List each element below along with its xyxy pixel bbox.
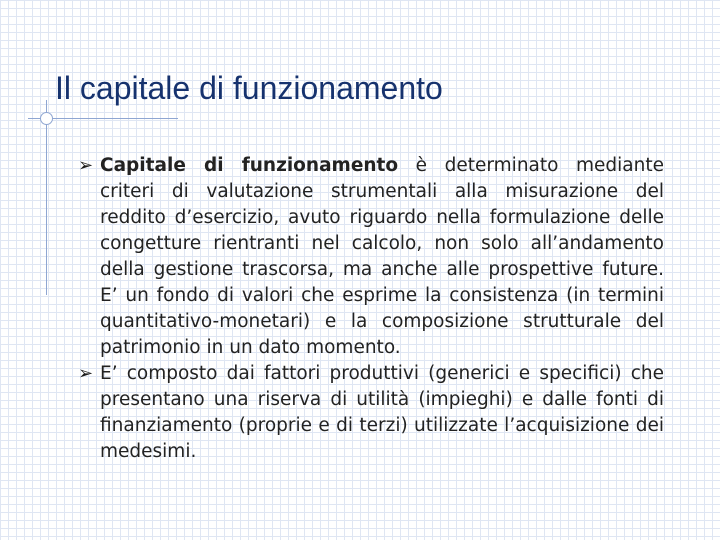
bullet-item-2: [78, 361, 664, 465]
bullet-text: è determinato mediante criteri di valutazione strumentali alla misurazione del reddito d’esercizio, avuto riguardo nella formulazione delle congetture rientranti nel calcolo, non solo all’andamento della gestione trascorsa, ma anche alle prospettive future. E’ un fondo di valori che esprime la consistenza (in termini quantitativo-monetari) e la composizione strutturale del patrimonio in un dato momento.: [100, 155, 664, 358]
vertical-rule: [46, 100, 47, 295]
rule-circle-icon: [40, 112, 53, 125]
bullet-lead: Capitale di funzionamento: [100, 155, 399, 176]
bullet-text: E’ composto dai fattori produttivi (generici e specifici) che presentano una riserva di utilità (impieghi) e dalle fonti di finanziamento (proprie e di terzi) utilizzate l’acquisizione dei medesimi.: [100, 363, 664, 462]
arrow-bullet-icon: ➢: [78, 363, 94, 384]
arrow-bullet-icon: ➢: [78, 155, 94, 176]
bullet-item-1: [78, 153, 664, 361]
slide-title: Il capitale di funzionamento: [55, 70, 443, 106]
bullet-list: [78, 153, 664, 465]
